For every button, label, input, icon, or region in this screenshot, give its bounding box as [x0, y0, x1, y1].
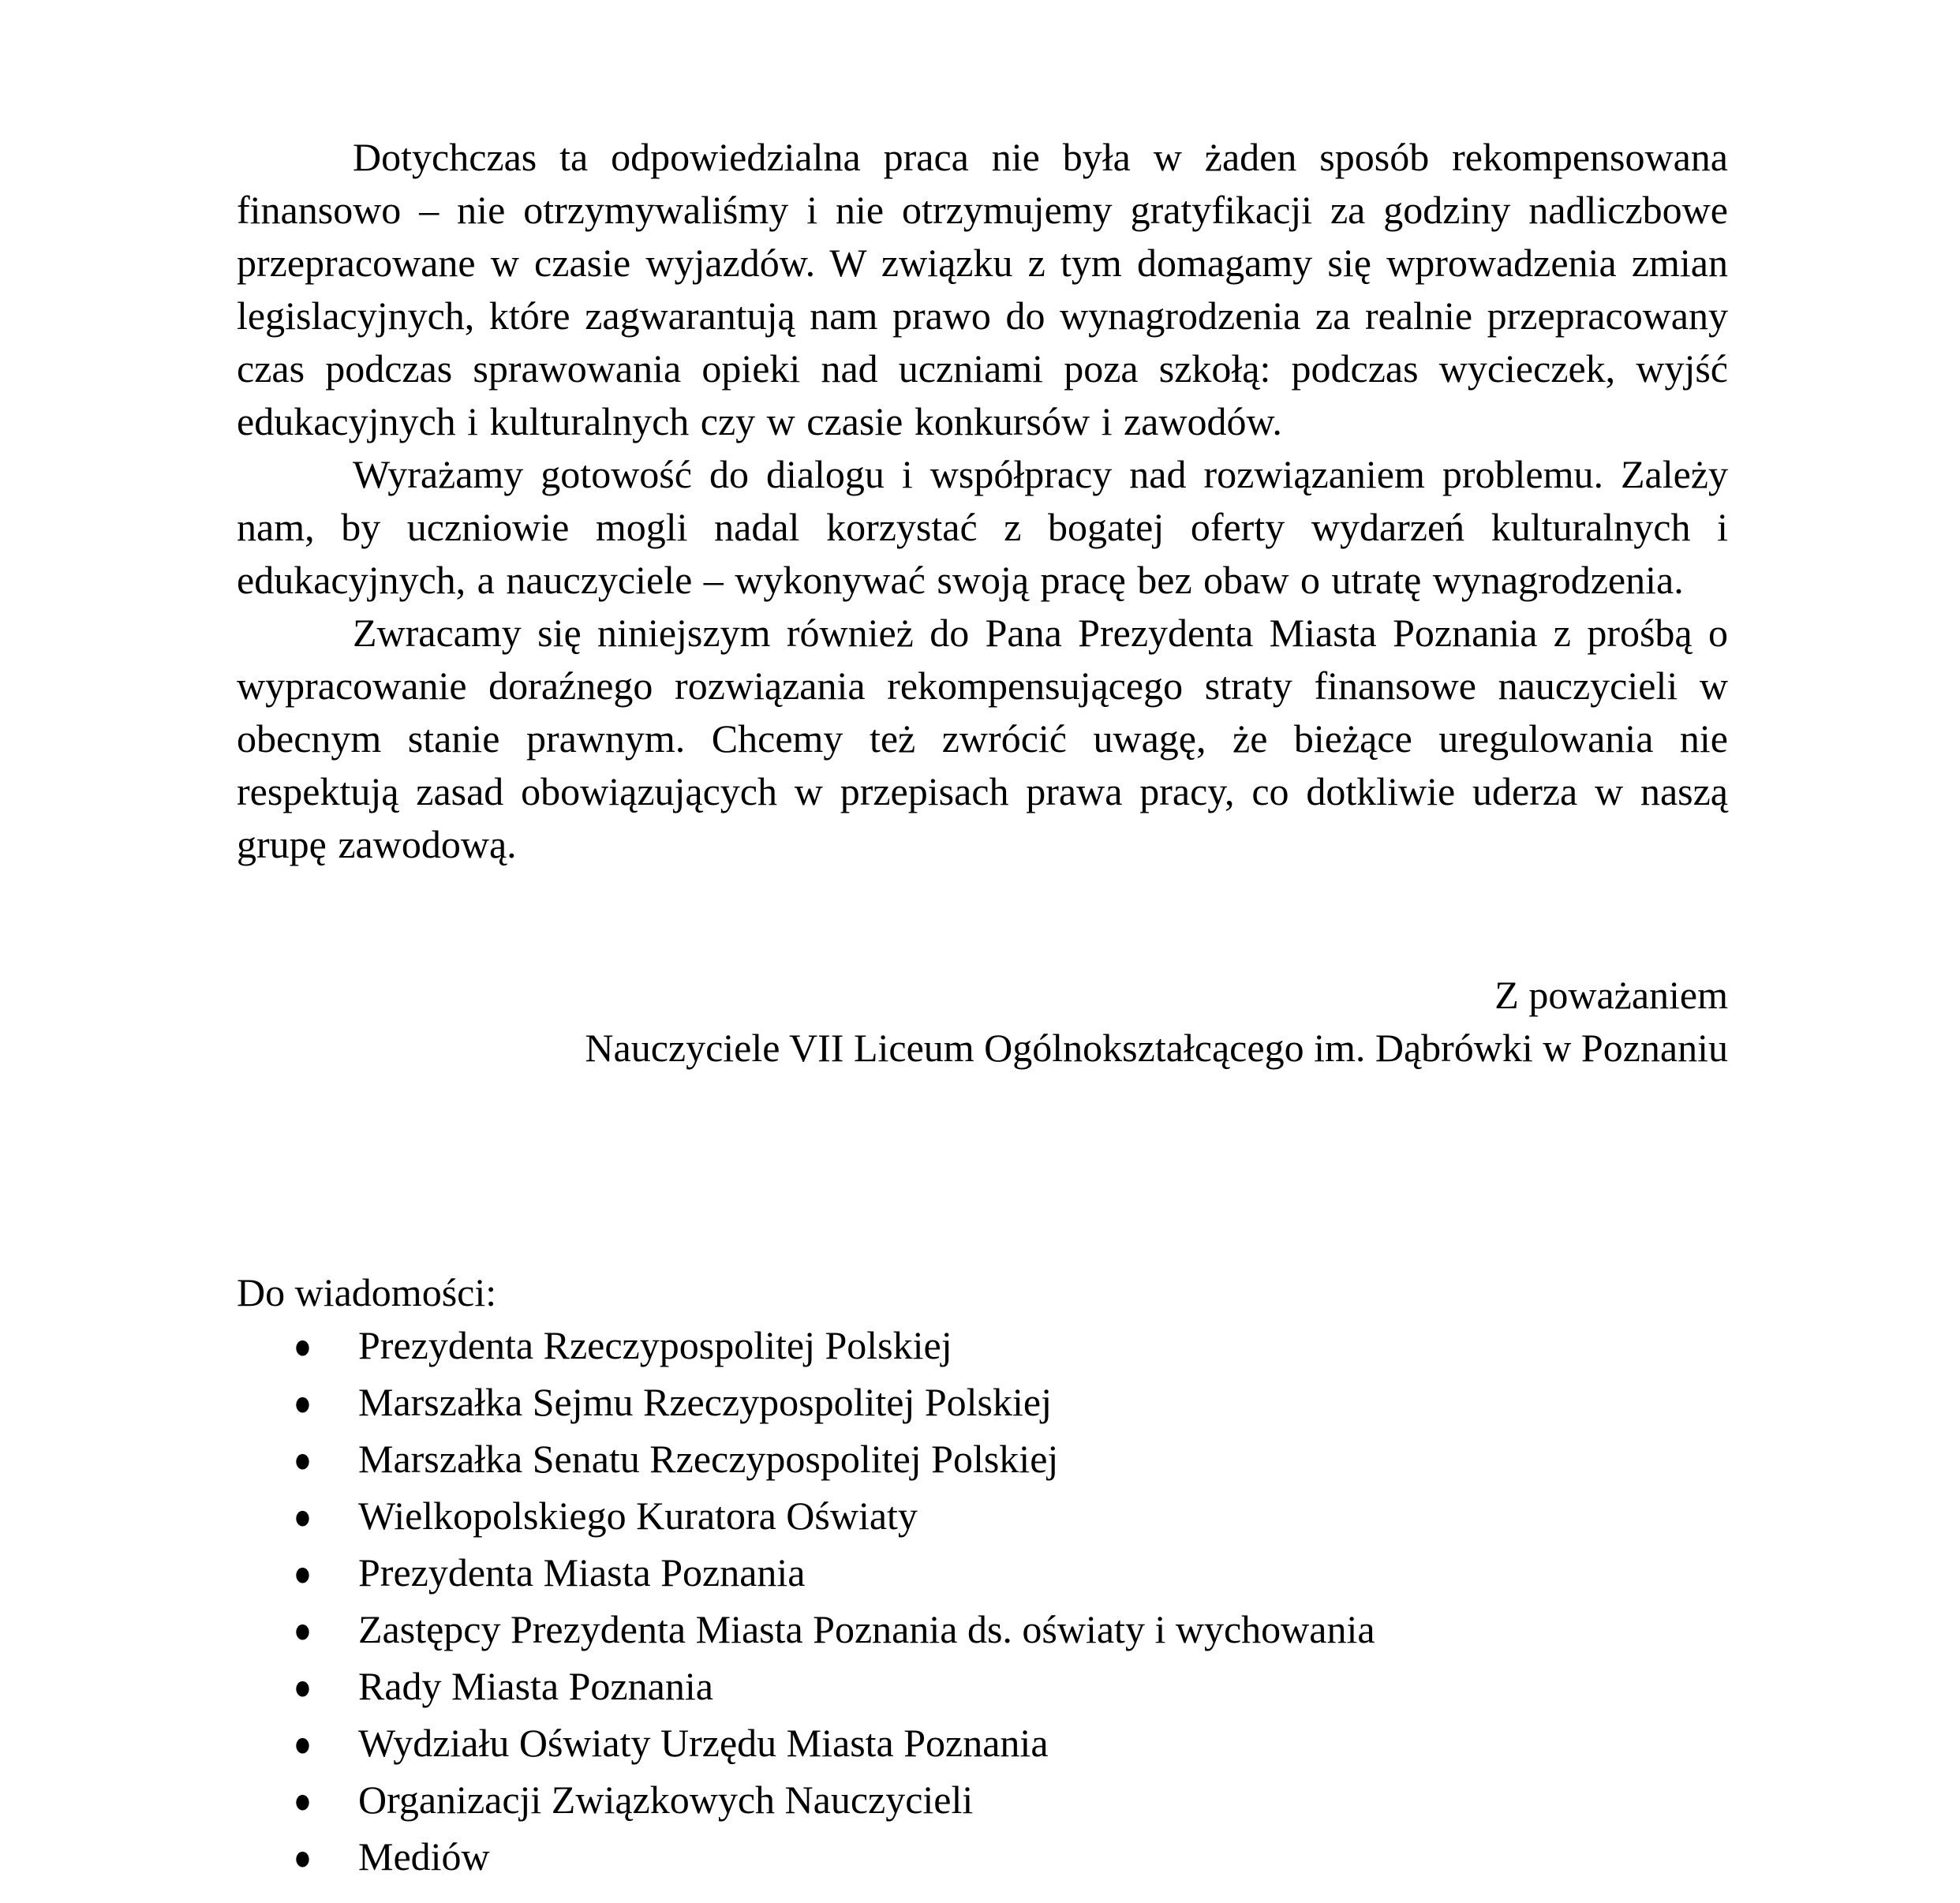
bullet-icon: ●: [294, 1497, 312, 1538]
list-item: [237, 1376, 1728, 1433]
cc-section: [237, 1266, 1728, 1887]
list-item: [237, 1319, 1728, 1376]
cc-item-label: Zastępcy Prezydenta Miasta Poznania ds. oświaty i wychowania: [358, 1607, 1375, 1651]
list-item: [237, 1433, 1728, 1490]
bullet-icon: ●: [294, 1668, 312, 1708]
bullet-icon: ●: [294, 1384, 312, 1424]
bullet-icon: ●: [294, 1554, 312, 1595]
closing-phrase: Z poważaniem: [1494, 973, 1728, 1017]
letter-paragraph-3: Zwracamy się niniejszym również do Pana Prezydenta Miasta Poznania z prośbą o wypracowanie doraźnego rozwiązania rekompensującego straty finansowe nauczycieli w obecnym stanie prawnym. Chcemy też zwrócić uwagę, że bieżące uregulowania nie respektują zasad obowiązujących w przepisach prawa pracy, co dotkliwie uderza w naszą grupę zawodową.: [237, 611, 1728, 866]
list-item: [237, 1717, 1728, 1774]
letter-paragraph-2: Wyrażamy gotowość do dialogu i współpracy nad rozwiązaniem problemu. Zależy nam, by uczniowie mogli nadal korzystać z bogatej oferty wydarzeń kulturalnych i edukacyjnych, a nauczyciele – wykonywać swoją pracę bez obaw o utratę wynagrodzenia.: [237, 452, 1728, 602]
bullet-icon: ●: [294, 1838, 312, 1879]
cc-item-label: Marszałka Sejmu Rzeczypospolitej Polskiej: [358, 1380, 1052, 1424]
cc-item-label: Organizacji Związkowych Nauczycieli: [358, 1778, 974, 1822]
bullet-icon: ●: [294, 1611, 312, 1651]
cc-item-label: Mediów: [358, 1834, 490, 1879]
letter-paragraph-1: Dotychczas ta odpowiedzialna praca nie była w żaden sposób rekompensowana finansowo – nie otrzymywaliśmy i nie otrzymujemy gratyfikacji za godziny nadliczbowe przepracowane w czasie wyjazdów. W związku z tym domagamy się wprowadzenia zmian legislacyjnych, które zagwarantują nam prawo do wynagrodzenia za realnie przepracowany czas podczas sprawowania opieki nad uczniami poza szkołą: podczas wycieczek, wyjść edukacyjnych i kulturalnych czy w czasie konkursów i zawodów.: [237, 135, 1728, 443]
cc-item-label: Prezydenta Rzeczypospolitej Polskiej: [358, 1323, 952, 1367]
signatory-line: Nauczyciele VII Liceum Ogólnokształcącego im. Dąbrówki w Poznaniu: [585, 1026, 1728, 1070]
list-item: [237, 1603, 1728, 1660]
cc-item-label: Wydziału Oświaty Urzędu Miasta Poznania: [358, 1721, 1049, 1765]
list-item: [237, 1660, 1728, 1717]
signature-block: [237, 969, 1728, 1075]
cc-item-label: Wielkopolskiego Kuratora Oświaty: [358, 1494, 918, 1538]
cc-heading: Do wiadomości:: [237, 1270, 497, 1314]
cc-list: [237, 1319, 1728, 1887]
bullet-icon: ●: [294, 1781, 312, 1822]
list-item: [237, 1830, 1728, 1887]
bullet-icon: ●: [294, 1725, 312, 1765]
cc-item-label: Prezydenta Miasta Poznania: [358, 1550, 806, 1595]
bullet-icon: ●: [294, 1327, 312, 1367]
list-item: [237, 1774, 1728, 1830]
list-item: [237, 1546, 1728, 1603]
bullet-icon: ●: [294, 1441, 312, 1481]
cc-item-label: Rady Miasta Poznania: [358, 1664, 713, 1708]
list-item: [237, 1490, 1728, 1546]
cc-item-label: Marszałka Senatu Rzeczypospolitej Polskiej: [358, 1437, 1059, 1481]
